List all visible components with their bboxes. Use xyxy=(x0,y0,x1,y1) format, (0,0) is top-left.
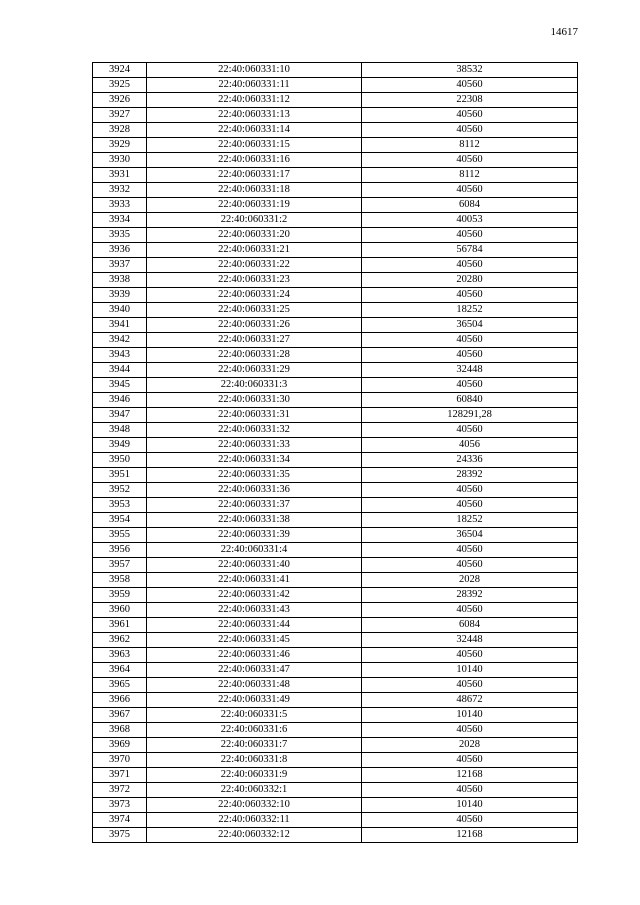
row-number-cell: 3934 xyxy=(93,213,147,228)
cadastral-number-cell: 22:40:060331:20 xyxy=(147,228,362,243)
value-cell: 56784 xyxy=(362,243,578,258)
cadastral-number-cell: 22:40:060331:17 xyxy=(147,168,362,183)
row-number-cell: 3968 xyxy=(93,723,147,738)
row-number-cell: 3953 xyxy=(93,498,147,513)
value-cell: 10140 xyxy=(362,663,578,678)
table-row xyxy=(93,153,578,168)
cadastral-number-cell: 22:40:060331:6 xyxy=(147,723,362,738)
row-number-cell: 3955 xyxy=(93,528,147,543)
table-row xyxy=(93,423,578,438)
row-number-cell: 3975 xyxy=(93,828,147,843)
table-row xyxy=(93,498,578,513)
cadastral-number-cell: 22:40:060331:10 xyxy=(147,63,362,78)
cadastral-number-cell: 22:40:060331:35 xyxy=(147,468,362,483)
cadastral-number-cell: 22:40:060331:31 xyxy=(147,408,362,423)
table-row xyxy=(93,603,578,618)
table-row xyxy=(93,363,578,378)
value-cell: 40560 xyxy=(362,678,578,693)
value-cell: 40560 xyxy=(362,783,578,798)
value-cell: 12168 xyxy=(362,828,578,843)
table-row xyxy=(93,738,578,753)
table-row xyxy=(93,813,578,828)
row-number-cell: 3928 xyxy=(93,123,147,138)
cadastral-number-cell: 22:40:060331:32 xyxy=(147,423,362,438)
value-cell: 32448 xyxy=(362,633,578,648)
row-number-cell: 3938 xyxy=(93,273,147,288)
row-number-cell: 3971 xyxy=(93,768,147,783)
cadastral-number-cell: 22:40:060331:16 xyxy=(147,153,362,168)
row-number-cell: 3952 xyxy=(93,483,147,498)
cadastral-number-cell: 22:40:060331:46 xyxy=(147,648,362,663)
table-row xyxy=(93,93,578,108)
value-cell: 40560 xyxy=(362,648,578,663)
cadastral-number-cell: 22:40:060331:43 xyxy=(147,603,362,618)
cadastral-number-cell: 22:40:060331:11 xyxy=(147,78,362,93)
value-cell: 40560 xyxy=(362,228,578,243)
row-number-cell: 3973 xyxy=(93,798,147,813)
row-number-cell: 3962 xyxy=(93,633,147,648)
row-number-cell: 3936 xyxy=(93,243,147,258)
value-cell: 40560 xyxy=(362,753,578,768)
value-cell: 2028 xyxy=(362,738,578,753)
cadastral-number-cell: 22:40:060332:12 xyxy=(147,828,362,843)
row-number-cell: 3927 xyxy=(93,108,147,123)
table-row xyxy=(93,543,578,558)
table-row xyxy=(93,333,578,348)
cadastral-number-cell: 22:40:060331:26 xyxy=(147,318,362,333)
row-number-cell: 3966 xyxy=(93,693,147,708)
cadastral-number-cell: 22:40:060331:34 xyxy=(147,453,362,468)
row-number-cell: 3974 xyxy=(93,813,147,828)
cadastral-number-cell: 22:40:060331:36 xyxy=(147,483,362,498)
value-cell: 28392 xyxy=(362,468,578,483)
cadastral-number-cell: 22:40:060331:28 xyxy=(147,348,362,363)
value-cell: 2028 xyxy=(362,573,578,588)
cadastral-number-cell: 22:40:060331:25 xyxy=(147,303,362,318)
table-row xyxy=(93,318,578,333)
row-number-cell: 3930 xyxy=(93,153,147,168)
table-row xyxy=(93,573,578,588)
cadastral-number-cell: 22:40:060331:8 xyxy=(147,753,362,768)
value-cell: 8112 xyxy=(362,168,578,183)
table-row xyxy=(93,708,578,723)
table-row xyxy=(93,183,578,198)
row-number-cell: 3944 xyxy=(93,363,147,378)
value-cell: 38532 xyxy=(362,63,578,78)
value-cell: 6084 xyxy=(362,618,578,633)
row-number-cell: 3965 xyxy=(93,678,147,693)
cadastral-number-cell: 22:40:060331:4 xyxy=(147,543,362,558)
table-row xyxy=(93,198,578,213)
table-row xyxy=(93,723,578,738)
value-cell: 40560 xyxy=(362,498,578,513)
row-number-cell: 3959 xyxy=(93,588,147,603)
cadastral-number-cell: 22:40:060332:10 xyxy=(147,798,362,813)
value-cell: 48672 xyxy=(362,693,578,708)
table-row xyxy=(93,828,578,843)
cadastral-number-cell: 22:40:060331:22 xyxy=(147,258,362,273)
cadastral-number-cell: 22:40:060331:39 xyxy=(147,528,362,543)
value-cell: 40560 xyxy=(362,108,578,123)
value-cell: 40560 xyxy=(362,123,578,138)
value-cell: 6084 xyxy=(362,198,578,213)
table-row xyxy=(93,753,578,768)
row-number-cell: 3958 xyxy=(93,573,147,588)
cadastral-registry-table xyxy=(92,62,578,843)
row-number-cell: 3941 xyxy=(93,318,147,333)
value-cell: 40560 xyxy=(362,258,578,273)
cadastral-number-cell: 22:40:060331:5 xyxy=(147,708,362,723)
row-number-cell: 3957 xyxy=(93,558,147,573)
cadastral-number-cell: 22:40:060331:13 xyxy=(147,108,362,123)
registry-table-body xyxy=(93,63,578,843)
table-row xyxy=(93,408,578,423)
table-row xyxy=(93,108,578,123)
row-number-cell: 3942 xyxy=(93,333,147,348)
row-number-cell: 3939 xyxy=(93,288,147,303)
value-cell: 36504 xyxy=(362,318,578,333)
cadastral-number-cell: 22:40:060331:2 xyxy=(147,213,362,228)
table-row xyxy=(93,243,578,258)
table-row xyxy=(93,693,578,708)
cadastral-number-cell: 22:40:060331:15 xyxy=(147,138,362,153)
cadastral-number-cell: 22:40:060331:37 xyxy=(147,498,362,513)
row-number-cell: 3925 xyxy=(93,78,147,93)
row-number-cell: 3937 xyxy=(93,258,147,273)
cadastral-number-cell: 22:40:060331:48 xyxy=(147,678,362,693)
value-cell: 40560 xyxy=(362,723,578,738)
value-cell: 40560 xyxy=(362,78,578,93)
table-row xyxy=(93,288,578,303)
table-row xyxy=(93,633,578,648)
cadastral-number-cell: 22:40:060331:40 xyxy=(147,558,362,573)
table-row xyxy=(93,678,578,693)
value-cell: 32448 xyxy=(362,363,578,378)
table-row xyxy=(93,468,578,483)
table-row xyxy=(93,138,578,153)
cadastral-number-cell: 22:40:060331:42 xyxy=(147,588,362,603)
row-number-cell: 3946 xyxy=(93,393,147,408)
row-number-cell: 3947 xyxy=(93,408,147,423)
cadastral-number-cell: 22:40:060331:12 xyxy=(147,93,362,108)
row-number-cell: 3969 xyxy=(93,738,147,753)
cadastral-number-cell: 22:40:060331:41 xyxy=(147,573,362,588)
row-number-cell: 3949 xyxy=(93,438,147,453)
value-cell: 40053 xyxy=(362,213,578,228)
value-cell: 36504 xyxy=(362,528,578,543)
table-row xyxy=(93,528,578,543)
row-number-cell: 3924 xyxy=(93,63,147,78)
table-row xyxy=(93,588,578,603)
cadastral-number-cell: 22:40:060331:33 xyxy=(147,438,362,453)
table-row xyxy=(93,378,578,393)
value-cell: 18252 xyxy=(362,513,578,528)
row-number-cell: 3940 xyxy=(93,303,147,318)
value-cell: 40560 xyxy=(362,603,578,618)
cadastral-number-cell: 22:40:060331:30 xyxy=(147,393,362,408)
row-number-cell: 3929 xyxy=(93,138,147,153)
row-number-cell: 3950 xyxy=(93,453,147,468)
value-cell: 60840 xyxy=(362,393,578,408)
table-row xyxy=(93,453,578,468)
cadastral-number-cell: 22:40:060331:18 xyxy=(147,183,362,198)
table-row xyxy=(93,63,578,78)
row-number-cell: 3967 xyxy=(93,708,147,723)
cadastral-number-cell: 22:40:060331:19 xyxy=(147,198,362,213)
cadastral-number-cell: 22:40:060332:1 xyxy=(147,783,362,798)
value-cell: 40560 xyxy=(362,333,578,348)
row-number-cell: 3972 xyxy=(93,783,147,798)
cadastral-number-cell: 22:40:060331:44 xyxy=(147,618,362,633)
cadastral-number-cell: 22:40:060332:11 xyxy=(147,813,362,828)
value-cell: 40560 xyxy=(362,288,578,303)
cadastral-number-cell: 22:40:060331:45 xyxy=(147,633,362,648)
value-cell: 40560 xyxy=(362,153,578,168)
table-row xyxy=(93,438,578,453)
cadastral-number-cell: 22:40:060331:14 xyxy=(147,123,362,138)
cadastral-number-cell: 22:40:060331:3 xyxy=(147,378,362,393)
value-cell: 20280 xyxy=(362,273,578,288)
value-cell: 40560 xyxy=(362,378,578,393)
row-number-cell: 3931 xyxy=(93,168,147,183)
value-cell: 22308 xyxy=(362,93,578,108)
value-cell: 10140 xyxy=(362,798,578,813)
row-number-cell: 3951 xyxy=(93,468,147,483)
table-row xyxy=(93,798,578,813)
table-row xyxy=(93,783,578,798)
value-cell: 18252 xyxy=(362,303,578,318)
row-number-cell: 3926 xyxy=(93,93,147,108)
table-row xyxy=(93,513,578,528)
cadastral-number-cell: 22:40:060331:23 xyxy=(147,273,362,288)
value-cell: 10140 xyxy=(362,708,578,723)
table-row xyxy=(93,768,578,783)
row-number-cell: 3963 xyxy=(93,648,147,663)
table-row xyxy=(93,348,578,363)
cadastral-number-cell: 22:40:060331:21 xyxy=(147,243,362,258)
value-cell: 40560 xyxy=(362,348,578,363)
value-cell: 40560 xyxy=(362,183,578,198)
value-cell: 40560 xyxy=(362,483,578,498)
row-number-cell: 3948 xyxy=(93,423,147,438)
table-row xyxy=(93,228,578,243)
row-number-cell: 3943 xyxy=(93,348,147,363)
value-cell: 8112 xyxy=(362,138,578,153)
value-cell: 40560 xyxy=(362,543,578,558)
table-row xyxy=(93,168,578,183)
cadastral-number-cell: 22:40:060331:7 xyxy=(147,738,362,753)
table-row xyxy=(93,648,578,663)
table-row xyxy=(93,393,578,408)
table-row xyxy=(93,483,578,498)
cadastral-number-cell: 22:40:060331:49 xyxy=(147,693,362,708)
page-number: 14617 xyxy=(550,26,578,38)
cadastral-number-cell: 22:40:060331:29 xyxy=(147,363,362,378)
value-cell: 12168 xyxy=(362,768,578,783)
row-number-cell: 3961 xyxy=(93,618,147,633)
row-number-cell: 3970 xyxy=(93,753,147,768)
table-row xyxy=(93,213,578,228)
value-cell: 28392 xyxy=(362,588,578,603)
table-row xyxy=(93,663,578,678)
table-row xyxy=(93,618,578,633)
table-row xyxy=(93,78,578,93)
cadastral-number-cell: 22:40:060331:24 xyxy=(147,288,362,303)
table-row xyxy=(93,303,578,318)
cadastral-number-cell: 22:40:060331:9 xyxy=(147,768,362,783)
table-row xyxy=(93,123,578,138)
row-number-cell: 3933 xyxy=(93,198,147,213)
value-cell: 40560 xyxy=(362,423,578,438)
value-cell: 40560 xyxy=(362,558,578,573)
value-cell: 40560 xyxy=(362,813,578,828)
cadastral-number-cell: 22:40:060331:38 xyxy=(147,513,362,528)
table-row xyxy=(93,258,578,273)
row-number-cell: 3956 xyxy=(93,543,147,558)
value-cell: 4056 xyxy=(362,438,578,453)
row-number-cell: 3960 xyxy=(93,603,147,618)
value-cell: 24336 xyxy=(362,453,578,468)
cadastral-number-cell: 22:40:060331:47 xyxy=(147,663,362,678)
table-row xyxy=(93,558,578,573)
row-number-cell: 3954 xyxy=(93,513,147,528)
row-number-cell: 3935 xyxy=(93,228,147,243)
table-row xyxy=(93,273,578,288)
row-number-cell: 3964 xyxy=(93,663,147,678)
row-number-cell: 3932 xyxy=(93,183,147,198)
value-cell: 128291,28 xyxy=(362,408,578,423)
cadastral-number-cell: 22:40:060331:27 xyxy=(147,333,362,348)
row-number-cell: 3945 xyxy=(93,378,147,393)
